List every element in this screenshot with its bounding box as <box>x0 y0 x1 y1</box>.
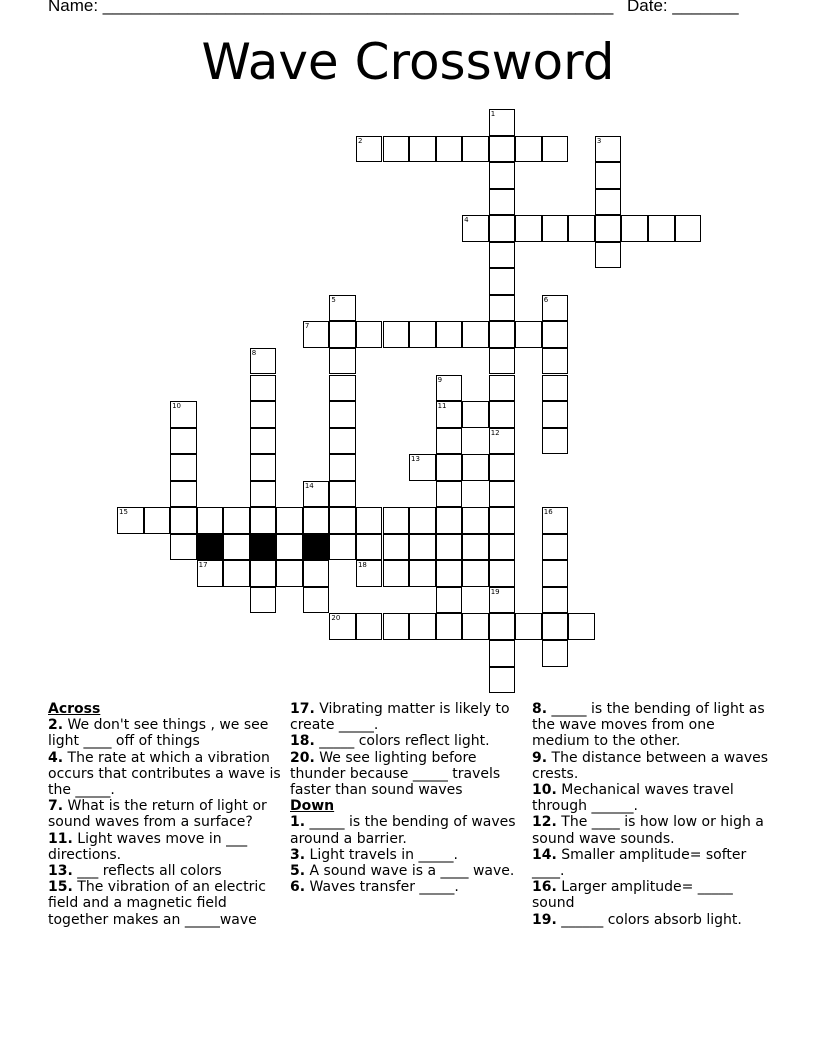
grid-cell[interactable] <box>489 507 516 534</box>
grid-cell[interactable] <box>329 428 356 455</box>
clue-number-12: 12 <box>490 428 500 437</box>
grid-cell[interactable] <box>621 215 648 242</box>
clue-item-text: We see lighting before thunder because _____ travels faster than sound waves <box>290 749 501 799</box>
grid-cell[interactable] <box>489 481 516 508</box>
grid-block <box>197 534 224 561</box>
clue-item-number: 19. <box>532 911 557 928</box>
clue-item-text: The rate at which a vibration occurs that contributes a wave is the _____. <box>48 749 281 799</box>
clue-number-15: 15 <box>119 508 128 517</box>
clue-column-3 <box>532 701 768 928</box>
grid-cell[interactable] <box>170 454 197 481</box>
grid-cell[interactable] <box>356 534 383 561</box>
clue-number-7: 7 <box>304 322 310 331</box>
clue-number-17: 17 <box>198 561 208 570</box>
grid-cell[interactable] <box>170 428 197 455</box>
clue-item-number: 18. <box>290 733 315 750</box>
clue-number-6: 6 <box>543 295 549 304</box>
grid-cell[interactable] <box>383 534 410 561</box>
grid-cell[interactable] <box>675 215 702 242</box>
clue-item <box>532 782 768 814</box>
clue-item-number: 1. <box>290 814 306 831</box>
grid-cell[interactable] <box>436 613 463 640</box>
grid-cell[interactable] <box>409 560 436 587</box>
grid-cell[interactable] <box>489 295 516 322</box>
grid-cell[interactable] <box>250 507 277 534</box>
grid-cell[interactable] <box>489 162 516 189</box>
grid-cell[interactable] <box>542 321 569 348</box>
clue-item-text: The vibration of an electric field and a magnetic field together makes an _____wave <box>48 879 266 928</box>
grid-cell[interactable] <box>303 507 330 534</box>
clue-item <box>290 701 526 733</box>
clue-item <box>532 879 768 911</box>
grid-cell[interactable] <box>489 613 516 640</box>
grid-cell[interactable] <box>436 481 463 508</box>
date-field-label: Date: _______ <box>627 0 739 15</box>
grid-cell[interactable] <box>250 401 277 428</box>
clue-item-number: 8. <box>532 701 548 717</box>
grid-cell[interactable] <box>542 640 569 667</box>
clue-number-3: 3 <box>596 136 602 145</box>
grid-cell[interactable] <box>329 401 356 428</box>
grid-cell[interactable] <box>409 321 436 348</box>
clue-item-text: Waves transfer _____. <box>305 879 459 896</box>
clue-number-2: 2 <box>357 136 363 145</box>
grid-cell[interactable] <box>409 534 436 561</box>
grid-cell[interactable] <box>462 560 489 587</box>
clue-item-text: Smaller amplitude= softer ____. <box>532 846 747 880</box>
clue-item-number: 2. <box>48 717 64 734</box>
grid-cell[interactable] <box>462 401 489 428</box>
grid-cell[interactable] <box>250 428 277 455</box>
grid-block <box>303 534 330 561</box>
grid-cell[interactable] <box>489 136 516 163</box>
clue-number-5: 5 <box>331 295 336 304</box>
grid-cell[interactable] <box>568 215 595 242</box>
clue-number-8: 8 <box>251 348 257 357</box>
clue-item <box>532 912 768 928</box>
clue-item-number: 15. <box>48 879 73 896</box>
grid-cell[interactable] <box>329 321 356 348</box>
grid-cell[interactable] <box>170 534 197 561</box>
name-field-label: Name: ______________________________________________________ <box>48 0 614 15</box>
clue-item <box>48 750 284 799</box>
clue-item-number: 5. <box>290 863 306 880</box>
grid-cell[interactable] <box>489 667 516 694</box>
grid-cell[interactable] <box>329 454 356 481</box>
clue-item-text: A sound wave is a ____ wave. <box>305 863 515 880</box>
grid-cell[interactable] <box>542 613 569 640</box>
grid-cell[interactable] <box>276 534 303 561</box>
grid-cell[interactable] <box>515 136 542 163</box>
clue-item-text: Mechanical waves travel through ______. <box>532 782 734 815</box>
clue-item-number: 20. <box>290 749 315 766</box>
clue-item-number: 13. <box>48 863 73 880</box>
grid-cell[interactable] <box>489 560 516 587</box>
grid-cell[interactable] <box>489 268 516 295</box>
grid-cell[interactable] <box>489 242 516 269</box>
grid-cell[interactable] <box>356 321 383 348</box>
grid-cell[interactable] <box>329 507 356 534</box>
clue-item <box>48 879 284 928</box>
clue-item-number: 11. <box>48 830 73 847</box>
clue-item <box>48 798 284 830</box>
clue-item <box>48 831 284 863</box>
clue-number-1: 1 <box>490 110 496 118</box>
grid-cell[interactable] <box>595 189 622 216</box>
clue-item-number: 3. <box>290 846 306 863</box>
grid-cell[interactable] <box>197 507 224 534</box>
grid-cell[interactable] <box>144 507 171 534</box>
grid-cell[interactable] <box>329 348 356 375</box>
grid-cell[interactable] <box>383 560 410 587</box>
grid-cell[interactable] <box>595 242 622 269</box>
clue-item-text: ___ reflects all colors <box>72 863 222 880</box>
clue-number-18: 18 <box>357 561 367 570</box>
clue-item <box>48 863 284 879</box>
clue-item <box>290 750 526 799</box>
clue-item-text: Vibrating matter is likely to create _____. <box>290 701 510 734</box>
clue-item-text: Light travels in _____. <box>305 846 458 863</box>
grid-cell[interactable] <box>489 454 516 481</box>
grid-cell[interactable] <box>489 189 516 216</box>
clue-item <box>290 847 526 863</box>
grid-cell[interactable] <box>489 321 516 348</box>
clue-item-text: _____ is the bending of light as the wave moves from one medium to the other. <box>532 701 765 750</box>
clue-item <box>290 814 526 846</box>
grid-cell[interactable] <box>329 481 356 508</box>
grid-cell[interactable] <box>462 136 489 163</box>
grid-cell[interactable] <box>276 560 303 587</box>
grid-cell[interactable] <box>489 215 516 242</box>
grid-cell[interactable] <box>223 507 250 534</box>
clue-number-16: 16 <box>543 508 553 517</box>
grid-cell[interactable] <box>542 215 569 242</box>
grid-cell[interactable] <box>436 507 463 534</box>
grid-cell[interactable] <box>515 321 542 348</box>
grid-cell[interactable] <box>383 321 410 348</box>
grid-cell[interactable] <box>542 348 569 375</box>
grid-cell[interactable] <box>303 560 330 587</box>
grid-cell[interactable] <box>542 375 569 402</box>
clue-item-number: 17. <box>290 701 315 717</box>
clue-item-number: 7. <box>48 798 64 815</box>
grid-cell[interactable] <box>276 507 303 534</box>
clue-number-20: 20 <box>331 614 341 623</box>
grid-cell[interactable] <box>542 401 569 428</box>
grid-cell[interactable] <box>542 136 569 163</box>
grid-cell[interactable] <box>489 348 516 375</box>
clue-item <box>48 717 284 749</box>
grid-cell[interactable] <box>250 560 277 587</box>
clue-item-text: _____ is the bending of waves around a barrier. <box>290 814 516 847</box>
grid-cell[interactable] <box>409 507 436 534</box>
clue-item-number: 16. <box>532 879 557 896</box>
clue-number-11: 11 <box>437 402 447 411</box>
grid-cell[interactable] <box>409 613 436 640</box>
grid-cell[interactable] <box>489 534 516 561</box>
clue-item-text: Light waves move in ___ directions. <box>48 830 248 863</box>
clue-item <box>290 733 526 749</box>
grid-cell[interactable] <box>383 613 410 640</box>
clue-item-number: 9. <box>532 749 548 766</box>
clue-item <box>290 879 526 895</box>
grid-cell[interactable] <box>436 454 463 481</box>
clue-number-9: 9 <box>437 375 443 384</box>
grid-cell[interactable] <box>489 401 516 428</box>
clue-number-14: 14 <box>304 481 314 490</box>
grid-cell[interactable] <box>489 640 516 667</box>
clue-item-number: 12. <box>532 814 557 831</box>
clue-number-19: 19 <box>490 587 500 596</box>
grid-cell[interactable] <box>436 560 463 587</box>
grid-cell[interactable] <box>595 215 622 242</box>
grid-cell[interactable] <box>223 534 250 561</box>
grid-cell[interactable] <box>595 162 622 189</box>
grid-cell[interactable] <box>568 613 595 640</box>
grid-cell[interactable] <box>250 587 277 614</box>
clue-number-13: 13 <box>411 455 420 464</box>
grid-cell[interactable] <box>462 613 489 640</box>
grid-cell[interactable] <box>542 534 569 561</box>
grid-cell[interactable] <box>170 481 197 508</box>
grid-cell[interactable] <box>409 136 436 163</box>
grid-cell[interactable] <box>303 587 330 614</box>
grid-cell[interactable] <box>436 428 463 455</box>
clue-item <box>532 701 768 750</box>
clue-item-text: What is the return of light or sound waves from a surface? <box>48 798 267 831</box>
clue-number-10: 10 <box>172 402 182 411</box>
grid-cell[interactable] <box>462 454 489 481</box>
grid-cell[interactable] <box>542 428 569 455</box>
grid-cell[interactable] <box>329 534 356 561</box>
grid-cell[interactable] <box>542 560 569 587</box>
grid-cell[interactable] <box>170 507 197 534</box>
down-heading: Down <box>290 798 335 815</box>
grid-cell[interactable] <box>436 587 463 614</box>
grid-cell[interactable] <box>383 136 410 163</box>
grid-cell[interactable] <box>436 321 463 348</box>
clue-column-1 <box>48 701 284 928</box>
clue-item-text: ______ colors absorb light. <box>556 911 742 928</box>
grid-cell[interactable] <box>462 534 489 561</box>
grid-cell[interactable] <box>250 481 277 508</box>
clue-item <box>532 847 768 879</box>
clue-item-text: The ____ is how low or high a sound wave sounds. <box>532 814 764 847</box>
clue-item-text: We don't see things , we see light ____ off of things <box>48 717 269 750</box>
grid-cell[interactable] <box>223 560 250 587</box>
grid-cell[interactable] <box>329 375 356 402</box>
grid-cell[interactable] <box>462 507 489 534</box>
across-heading: Across <box>48 701 101 717</box>
grid-cell[interactable] <box>542 587 569 614</box>
grid-cell[interactable] <box>356 613 383 640</box>
grid-cell[interactable] <box>250 454 277 481</box>
clue-item-number: 10. <box>532 782 557 799</box>
grid-cell[interactable] <box>356 507 383 534</box>
clue-number-4: 4 <box>464 216 469 225</box>
grid-cell[interactable] <box>648 215 675 242</box>
clue-item-text: The distance between a waves crests. <box>532 749 769 782</box>
grid-cell[interactable] <box>515 215 542 242</box>
clue-item-text: _____ colors reflect light. <box>314 733 490 750</box>
clue-item-number: 6. <box>290 879 306 896</box>
grid-cell[interactable] <box>489 375 516 402</box>
clue-item <box>532 750 768 782</box>
clue-item-number: 14. <box>532 846 557 863</box>
grid-cell[interactable] <box>515 613 542 640</box>
clue-item-number: 4. <box>48 749 64 766</box>
grid-block <box>250 534 277 561</box>
clue-column-2 <box>290 701 526 895</box>
grid-cell[interactable] <box>383 507 410 534</box>
clue-item <box>532 814 768 846</box>
clue-item <box>290 863 526 879</box>
grid-cell[interactable] <box>436 136 463 163</box>
clue-item-text: Larger amplitude= _____ sound <box>532 879 733 912</box>
page-title: Wave Crossword <box>201 33 615 91</box>
grid-cell[interactable] <box>462 321 489 348</box>
grid-cell[interactable] <box>250 375 277 402</box>
grid-cell[interactable] <box>436 534 463 561</box>
